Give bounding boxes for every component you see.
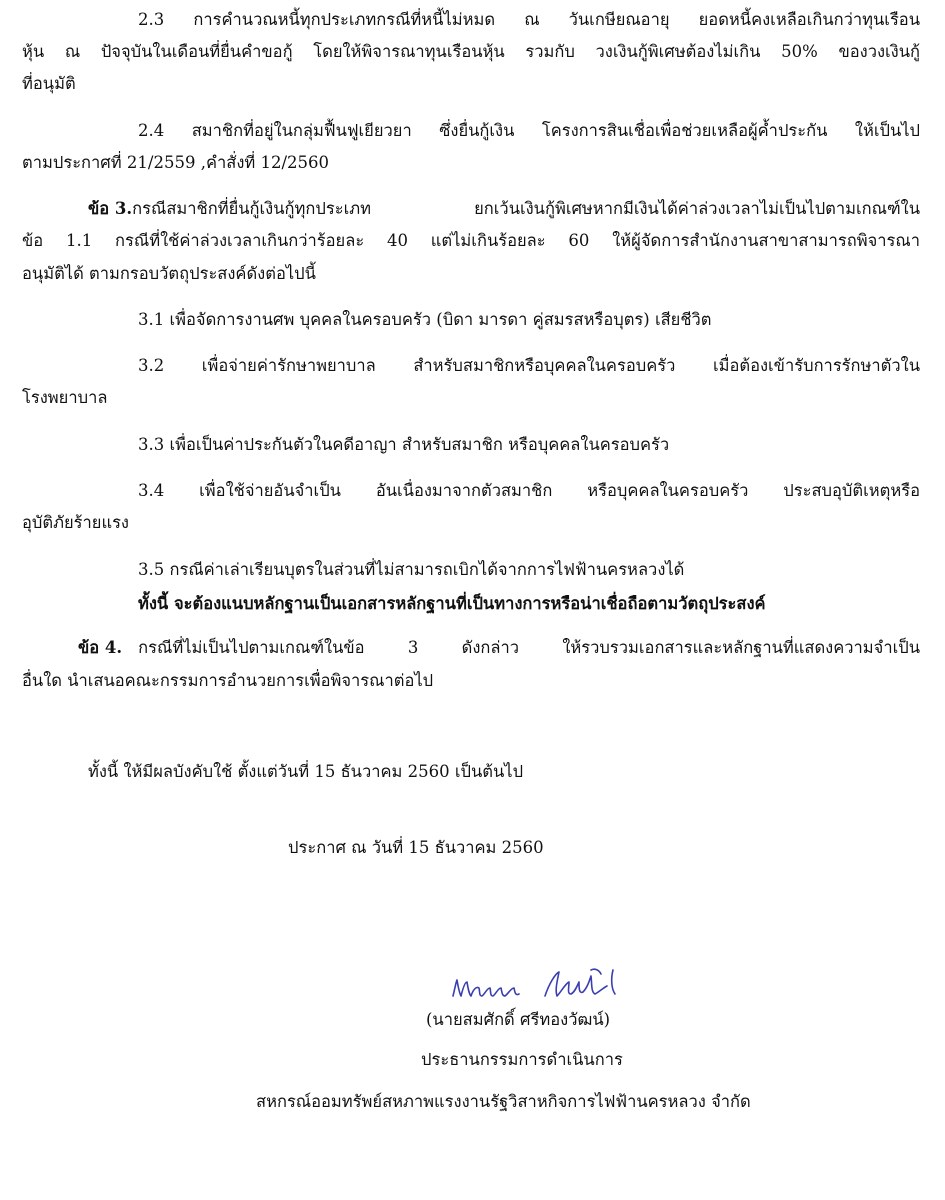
clause-3-line-1: ข้อ 3. กรณีสมาชิกที่ยื่นกู้เงินกู้ทุกประเภท ยกเว้นเงินกู้พิเศษหากมีเงินได้ค่าล่วงเวลาไม่เป็นไปตามเกณฑ์ใน bbox=[88, 199, 920, 218]
clause-3-line-3: อนุมัติได้ ตามกรอบวัตถุประสงค์ดังต่อไปนี้ bbox=[22, 264, 316, 283]
evidence-note: ทั้งนี้ จะต้องแนบหลักฐานเป็นเอกสารหลักฐานที่เป็นทางการหรือน่าเชื่อถือตามวัตถุประสงค์ bbox=[138, 594, 766, 613]
item-3-2-line-2: โรงพยาบาล bbox=[22, 388, 108, 407]
item-3-2-line-1: 3.2 เพื่อจ่ายค่ารักษาพยาบาล สำหรับสมาชิกหรือบุคคลในครอบครัว เมื่อต้องเข้ารับการรักษาตัวใน bbox=[138, 356, 920, 375]
clause-3-line-2: ข้อ 1.1 กรณีที่ใช้ค่าล่วงเวลาเกินกว่าร้อยละ 40 แต่ไม่เกินร้อยละ 60 ให้ผู้จัดการสำนักงานสาขาสามารถพิจารณา bbox=[22, 231, 920, 250]
item-2-3-line-1: 2.3 การคำนวณหนี้ทุกประเภทกรณีที่หนี้ไม่หมด ณ วันเกษียณอายุ ยอดหนี้คงเหลือเกินกว่าทุนเรือน bbox=[138, 10, 920, 29]
announcement-date: ประกาศ ณ วันที่ 15 ธันวาคม 2560 bbox=[288, 838, 544, 857]
item-2-4-line-1: 2.4 สมาชิกที่อยู่ในกลุ่มฟื้นฟูเยียวยา ซึ่งยื่นกู้เงิน โครงการสินเชื่อเพื่อช่วยเหลือผู้ค้ำประกัน ให้เป็นไป bbox=[138, 121, 920, 140]
item-3-1: 3.1 เพื่อจัดการงานศพ บุคคลในครอบครัว (บิดา มารดา คู่สมรสหรือบุตร) เสียชีวิต bbox=[138, 310, 712, 329]
signatory-name: (นายสมศักดิ์ ศรีทองวัฒน์) bbox=[426, 1010, 611, 1029]
clause-4-line-2: อื่นใด นำเสนอคณะกรรมการอำนวยการเพื่อพิจารณาต่อไป bbox=[22, 671, 434, 690]
handwritten-signature bbox=[445, 960, 635, 1010]
signatory-position: ประธานกรรมการดำเนินการ bbox=[421, 1050, 623, 1069]
effective-date: ทั้งนี้ ให้มีผลบังคับใช้ ตั้งแต่วันที่ 15 ธันวาคม 2560 เป็นต้นไป bbox=[88, 762, 524, 781]
item-2-4-line-2: ตามประกาศที่ 21/2559 ,คำสั่งที่ 12/2560 bbox=[22, 153, 330, 172]
item-3-5: 3.5 กรณีค่าเล่าเรียนบุตรในส่วนที่ไม่สามารถเบิกได้จากการไฟฟ้านครหลวงได้ bbox=[138, 560, 685, 579]
item-2-3-line-3: ที่อนุมัติ bbox=[22, 74, 76, 93]
item-3-3: 3.3 เพื่อเป็นค่าประกันตัวในคดีอาญา สำหรับสมาชิก หรือบุคคลในครอบครัว bbox=[138, 435, 670, 454]
clause-4-line-1: ข้อ 4. กรณีที่ไม่เป็นไปตามเกณฑ์ในข้อ 3 ดังกล่าว ให้รวบรวมเอกสารและหลักฐานที่แสดงความจำเป็น bbox=[78, 638, 920, 657]
clause-3-label: ข้อ 3. bbox=[88, 199, 133, 218]
item-3-4-line-2: อุบัติภัยร้ายแรง bbox=[22, 513, 129, 532]
item-3-4-line-1: 3.4 เพื่อใช้จ่ายอันจำเป็น อันเนื่องมาจากตัวสมาชิก หรือบุคคลในครอบครัว ประสบอุบัติเหตุหรือ bbox=[138, 481, 920, 500]
organization-name: สหกรณ์ออมทรัพย์สหภาพแรงงานรัฐวิสาหกิจการไฟฟ้านครหลวง จำกัด bbox=[256, 1092, 751, 1111]
clause-4-label: ข้อ 4. bbox=[78, 638, 123, 657]
item-2-3-line-2: หุ้น ณ ปัจจุบันในเดือนที่ยื่นคำขอกู้ โดยให้พิจารณาทุนเรือนหุ้น รวมกับ วงเงินกู้พิเศษต้องไม่เกิน 50% ของวงเงินกู้ bbox=[22, 42, 920, 61]
